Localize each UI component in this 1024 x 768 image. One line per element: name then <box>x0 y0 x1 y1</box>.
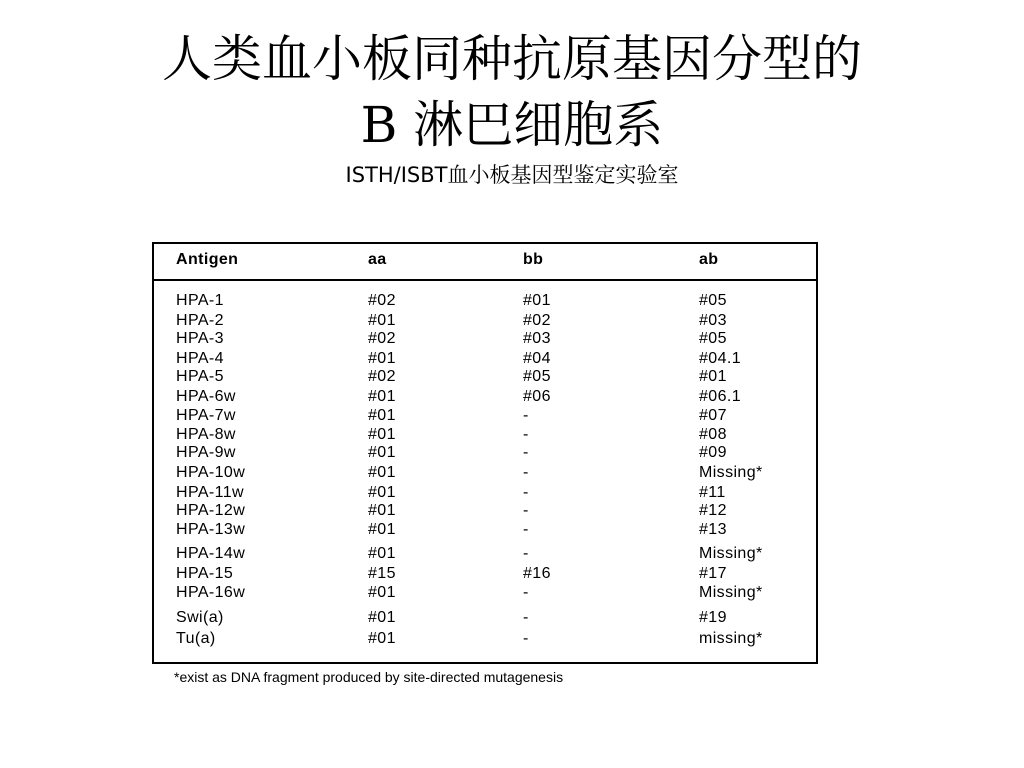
table-cell-aa: #02 <box>368 292 396 309</box>
table-cell-antigen: HPA-10w <box>176 464 246 481</box>
table-cell-ab: #12 <box>699 502 727 519</box>
table-cell-aa: #15 <box>368 565 396 582</box>
header-divider <box>154 279 816 281</box>
slide-title-line-1: 人类血小板同种抗原基因分型的 <box>162 30 862 88</box>
slide-subtitle: ISTH/ISBT血小板基因型鉴定实验室 <box>345 163 679 187</box>
table-cell-ab: #13 <box>699 521 727 538</box>
table-cell-aa: #01 <box>368 407 396 424</box>
table-cell-antigen: HPA-2 <box>176 312 224 329</box>
table-cell-aa: #01 <box>368 521 396 538</box>
table-cell-aa: #02 <box>368 368 396 385</box>
table-cell-ab: #05 <box>699 330 727 347</box>
table-cell-bb: #05 <box>523 368 551 385</box>
table-cell-bb: - <box>523 545 529 562</box>
table-cell-bb: #01 <box>523 292 551 309</box>
table-cell-aa: #01 <box>368 444 396 461</box>
table-cell-aa: #01 <box>368 388 396 405</box>
table-cell-bb: - <box>523 464 529 481</box>
table-cell-aa: #01 <box>368 350 396 367</box>
table-cell-bb: #03 <box>523 330 551 347</box>
table-cell-antigen: HPA-7w <box>176 407 236 424</box>
genotype-table <box>152 242 818 664</box>
table-cell-antigen: Swi(a) <box>176 609 224 626</box>
table-cell-antigen: HPA-14w <box>176 545 246 562</box>
table-cell-ab: Missing* <box>699 584 763 601</box>
table-cell-antigen: HPA-11w <box>176 484 245 501</box>
table-cell-ab: #04.1 <box>699 350 742 367</box>
table-cell-bb: #16 <box>523 565 551 582</box>
table-cell-bb: - <box>523 630 529 647</box>
table-cell-antigen: Tu(a) <box>176 630 216 647</box>
table-cell-aa: #01 <box>368 630 396 647</box>
slide-title-line-2: B 淋巴细胞系 <box>360 96 664 154</box>
table-cell-antigen: HPA-15 <box>176 565 234 582</box>
table-cell-aa: #01 <box>368 464 396 481</box>
table-cell-bb: - <box>523 407 529 424</box>
table-cell-aa: #01 <box>368 484 396 501</box>
table-cell-ab: #19 <box>699 609 727 626</box>
table-cell-bb: - <box>523 502 529 519</box>
table-cell-aa: #01 <box>368 584 396 601</box>
table-cell-bb: #04 <box>523 350 551 367</box>
table-cell-antigen: HPA-3 <box>176 330 224 347</box>
table-cell-bb: #06 <box>523 388 551 405</box>
table-cell-aa: #01 <box>368 545 396 562</box>
table-cell-bb: - <box>523 444 529 461</box>
table-cell-antigen: HPA-9w <box>176 444 236 461</box>
table-cell-antigen: HPA-16w <box>176 584 246 601</box>
column-header-aa: aa <box>368 251 387 268</box>
table-cell-ab: #07 <box>699 407 727 424</box>
table-cell-bb: - <box>523 521 529 538</box>
table-cell-ab: #11 <box>699 484 726 501</box>
table-cell-antigen: HPA-5 <box>176 368 224 385</box>
column-header-ab: ab <box>699 251 719 268</box>
table-cell-ab: Missing* <box>699 464 763 481</box>
table-cell-bb: - <box>523 426 529 443</box>
table-cell-ab: #17 <box>699 565 727 582</box>
table-cell-ab: #01 <box>699 368 727 385</box>
table-footnote: *exist as DNA fragment produced by site-directed mutagenesis <box>174 669 564 685</box>
table-cell-antigen: HPA-6w <box>176 388 236 405</box>
table-cell-antigen: HPA-4 <box>176 350 224 367</box>
table-cell-aa: #01 <box>368 609 396 626</box>
table-cell-antigen: HPA-13w <box>176 521 246 538</box>
column-header-antigen: Antigen <box>176 251 239 268</box>
table-cell-ab: missing* <box>699 630 763 647</box>
table-cell-bb: - <box>523 584 529 601</box>
table-cell-bb: - <box>523 609 529 626</box>
table-cell-ab: #05 <box>699 292 727 309</box>
table-cell-ab: #06.1 <box>699 388 742 405</box>
column-header-bb: bb <box>523 251 544 268</box>
table-cell-ab: #09 <box>699 444 727 461</box>
table-cell-antigen: HPA-8w <box>176 426 236 443</box>
table-cell-antigen: HPA-1 <box>176 292 224 309</box>
table-cell-antigen: HPA-12w <box>176 502 246 519</box>
table-cell-ab: #08 <box>699 426 727 443</box>
table-cell-ab: Missing* <box>699 545 763 562</box>
table-cell-ab: #03 <box>699 312 727 329</box>
table-cell-aa: #01 <box>368 502 396 519</box>
table-cell-bb: - <box>523 484 529 501</box>
table-cell-bb: #02 <box>523 312 551 329</box>
table-cell-aa: #02 <box>368 330 396 347</box>
table-cell-aa: #01 <box>368 312 396 329</box>
table-cell-aa: #01 <box>368 426 396 443</box>
